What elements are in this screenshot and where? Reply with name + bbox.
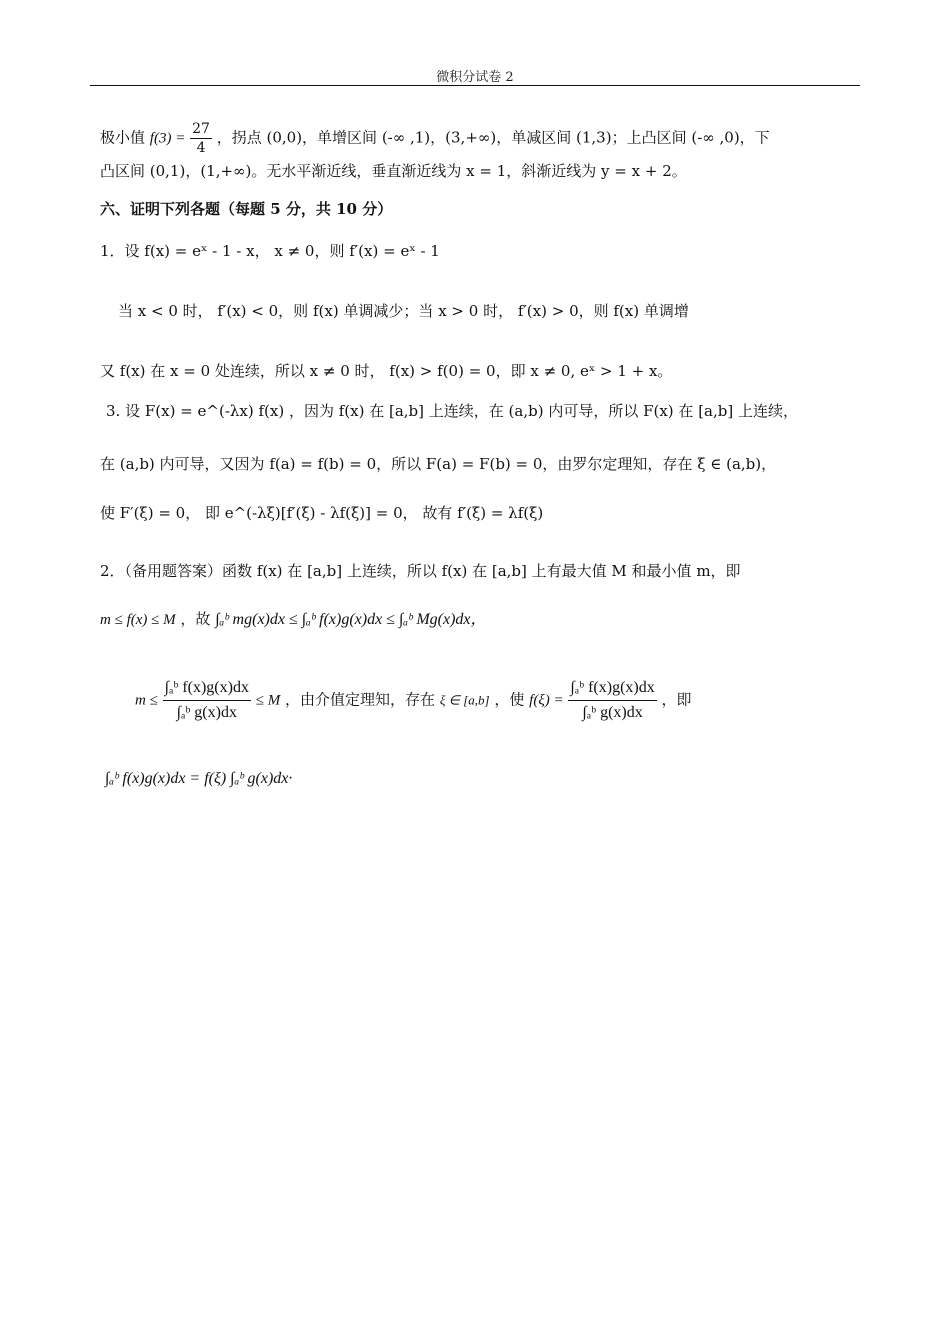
- f-xi-eq: f(ξ) =: [529, 692, 564, 709]
- proof2-line1: 2．（备用题答案）函数 f(x) 在 [a,b] 上连续，所以 f(x) 在 [a,b] 上有最大值 M 和最小值 m，即: [100, 562, 741, 580]
- ratio2-num: ∫ₐᵇ f(x)g(x)dx: [568, 676, 656, 701]
- proof2-line2: [100, 608, 487, 631]
- ratio-num: ∫ₐᵇ f(x)g(x)dx: [163, 676, 251, 701]
- therefore-text: ，故: [180, 610, 211, 628]
- proof2-conclusion: ∫ₐᵇ f(x)g(x)dx = f(ξ) ∫ₐᵇ g(x)dx·: [105, 770, 293, 787]
- proof3-line3: 使 F′(ξ) = 0， 即 e^(-λξ)[f′(ξ) - λf(ξ)] = 0， 故有 f′(ξ) = λf(ξ): [100, 504, 544, 522]
- proof1-line3: 又 f(x) 在 x = 0 处连续，所以 x ≠ 0 时， f(x) > f(0) = 0，即 x ≠ 0, eˣ > 1 + x。: [100, 362, 673, 380]
- fraction-num: 27: [192, 121, 210, 137]
- proof1-line2: 当 x < 0 时， f′(x) < 0，则 f(x) 单调减少；当 x > 0 时， f′(x) > 0，则 f(x) 单调增: [118, 302, 689, 320]
- f3-lhs: f(3) =: [149, 130, 186, 147]
- ratio2-den: ∫ₐᵇ g(x)dx: [582, 704, 643, 721]
- proof1-line1: 1．设 f(x) = eˣ - 1 - x， x ≠ 0，则 f′(x) = eˣ - 1: [100, 242, 440, 260]
- proof2-line3: [135, 676, 692, 725]
- line-asymptotes: 凸区间 (0,1)，(1,+∞)。无水平渐近线，垂直渐近线为 x = 1，斜渐近线为 y = x + 2。: [100, 162, 687, 180]
- xi-in-ab: ξ ∈ [a,b]: [439, 692, 490, 708]
- m-leq: m ≤: [135, 692, 158, 709]
- integral-inequality: ∫ₐᵇ mg(x)dx ≤ ∫ₐᵇ f(x)g(x)dx ≤ ∫ₐᵇ Mg(x)dx，: [215, 611, 487, 628]
- fraction-den: 4: [196, 140, 206, 156]
- page-header-title: 微积分试卷 2: [436, 70, 514, 85]
- ivt-text: ，由介值定理知，存在: [285, 690, 436, 709]
- proof3-line2: 在 (a,b) 内可导，又因为 f(a) = f(b) = 0，所以 F(a) = F(b) = 0，由罗尔定理知，存在 ξ ∈ (a,b)，: [100, 455, 777, 473]
- line-extrema-intervals: [100, 120, 770, 157]
- shi-text: ，使: [494, 690, 525, 709]
- proof3-line1: 3. 设 F(x) = e^(-λx) f(x) ，因为 f(x) 在 [a,b] 上连续，在 (a,b) 内可导，所以 F(x) 在 [a,b] 上连续，: [106, 402, 798, 420]
- ratio-fraction: [163, 676, 251, 725]
- line1-prefix: 极小值: [100, 128, 146, 147]
- leq-M: ≤ M: [255, 692, 281, 709]
- bound-inequality: m ≤ f(x) ≤ M: [100, 612, 176, 628]
- header-rule: [90, 85, 860, 86]
- line1-rest: ，拐点 (0,0)，单增区间 (-∞ ,1)，(3,+∞)，单减区间 (1,3)；上凸区间 (-∞ ,0)，下: [216, 128, 770, 147]
- ratio-fraction-2: [568, 676, 656, 725]
- ratio-den: ∫ₐᵇ g(x)dx: [176, 704, 237, 721]
- section-six-heading: 六、证明下列各题（每题 5 分，共 10 分）: [100, 200, 393, 218]
- ji-text: ，即: [661, 690, 692, 709]
- fraction-27-4: [190, 120, 212, 157]
